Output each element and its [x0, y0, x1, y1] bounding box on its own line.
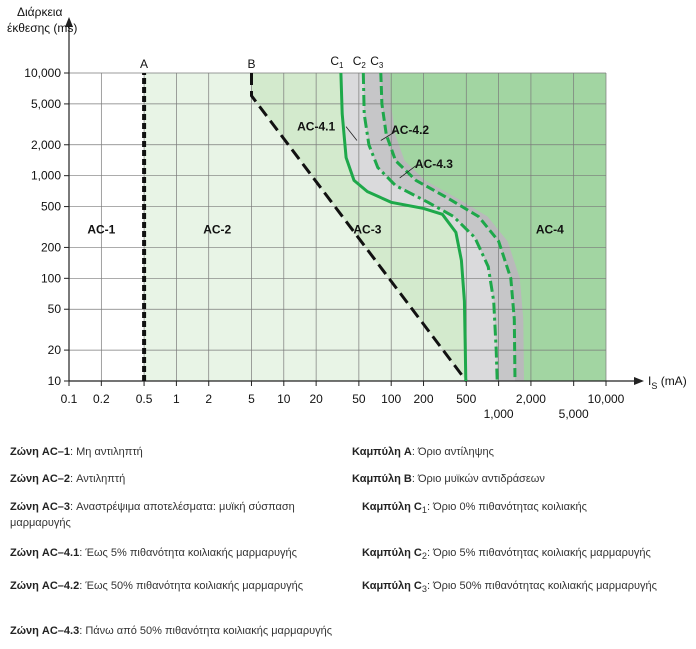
y-axis-title-line2: έκθεσης (ms): [7, 21, 78, 35]
x-axis-arrow: [634, 377, 644, 385]
x-tick-label: 2: [205, 392, 213, 406]
curve-c2-label: $C_2$: [352, 54, 366, 70]
y-tick-label: 5,000: [30, 96, 61, 111]
x-tick-label: 1: [173, 392, 180, 406]
y-tick-label: 10: [47, 374, 61, 388]
x-tick-label: 0.2: [92, 392, 110, 406]
curve-b-label: B: [247, 57, 256, 71]
curve-a-label: A: [140, 57, 149, 71]
y-tick-label: 500: [40, 199, 61, 214]
zone-label-ac-1: AC-1: [87, 222, 116, 237]
x-tick-label: 0.5: [135, 392, 153, 406]
y-tick-label: 1,000: [30, 168, 61, 183]
zone-label-ac-4: AC-4: [535, 222, 564, 237]
legend-ac43: Ζώνη AC–4.3: Πάνω από 50% πιθανότητα κοιλιακής μαρμαρυγής: [10, 625, 333, 637]
x-tick-label: 0.1: [60, 392, 78, 406]
legend-ac3: Ζώνη AC–3: Αναστρέψιμα αποτελέσματα: μυϊκή σύσπαση μαρμαρυγής: [10, 501, 295, 529]
curve-c3-label: $C_3$: [370, 54, 384, 70]
y-tick-label: 200: [40, 240, 61, 255]
y-axis-title-line1: Διάρκεια: [17, 5, 63, 19]
legend-ac2: Ζώνη AC–2: Αντιληπτή: [10, 473, 126, 485]
legend-curve-c2: Καμπύλη $C_2$: Όριο 5% πιθανότητας κοιλιακής μαρμαρυγής: [362, 547, 651, 562]
x-tick-label: 5: [248, 392, 255, 406]
x-tick-label: 1,000: [483, 407, 514, 421]
zone-label-ac-4-3: AC-4.3: [414, 156, 453, 171]
x-tick-label: 50: [352, 392, 366, 406]
zone-label-ac-2: AC-2: [203, 222, 232, 237]
legend-curve-b: Καμπύλη B: Όριο μυϊκών αντιδράσεων: [352, 473, 545, 485]
y-tick-label: 10,000: [24, 66, 61, 80]
x-tick-label: 100: [381, 392, 402, 406]
curve-c1-label: $C_1$: [330, 54, 344, 70]
legend-ac42: Ζώνη AC–4.2: Έως 50% πιθανότητα κοιλιακής μαρμαρυγής: [10, 580, 304, 592]
x-tick-label: 500: [456, 392, 477, 406]
y-tick-label: 50: [47, 302, 61, 317]
legend-curve-a: Καμπύλη A: Όριο αντίληψης: [352, 446, 494, 458]
y-tick-label: 100: [40, 271, 61, 286]
x-tick-label: 5,000: [558, 407, 589, 421]
x-tick-label: 20: [309, 392, 323, 406]
x-axis-title: $I_S$ (mA): [648, 374, 687, 391]
x-tick-label: 10: [277, 392, 291, 406]
x-tick-label: 2,000: [515, 392, 546, 406]
x-tick-label: 200: [413, 392, 434, 406]
legend-ac41: Ζώνη AC–4.1: Έως 5% πιθανότητα κοιλιακής μαρμαρυγής: [10, 547, 297, 559]
y-tick-label: 2,000: [30, 137, 61, 152]
legend-curve-c1: Καμπύλη $C_1$: Όριο 0% πιθανότητας κοιλιακής: [362, 501, 587, 516]
zone-label-ac-3: AC-3: [353, 222, 382, 237]
legend-ac1: Ζώνη AC–1: Μη αντιληπτή: [10, 446, 143, 458]
zone-label-ac-4-1: AC-4.1: [297, 119, 336, 134]
legend-curve-c3: Καμπύλη $C_3$: Όριο 50% πιθανότητας κοιλιακής μαρμαρυγής: [362, 580, 657, 595]
zone-label-ac-4-2: AC-4.2: [391, 122, 430, 137]
y-tick-label: 20: [47, 343, 61, 358]
x-tick-label: 10,000: [587, 392, 625, 406]
